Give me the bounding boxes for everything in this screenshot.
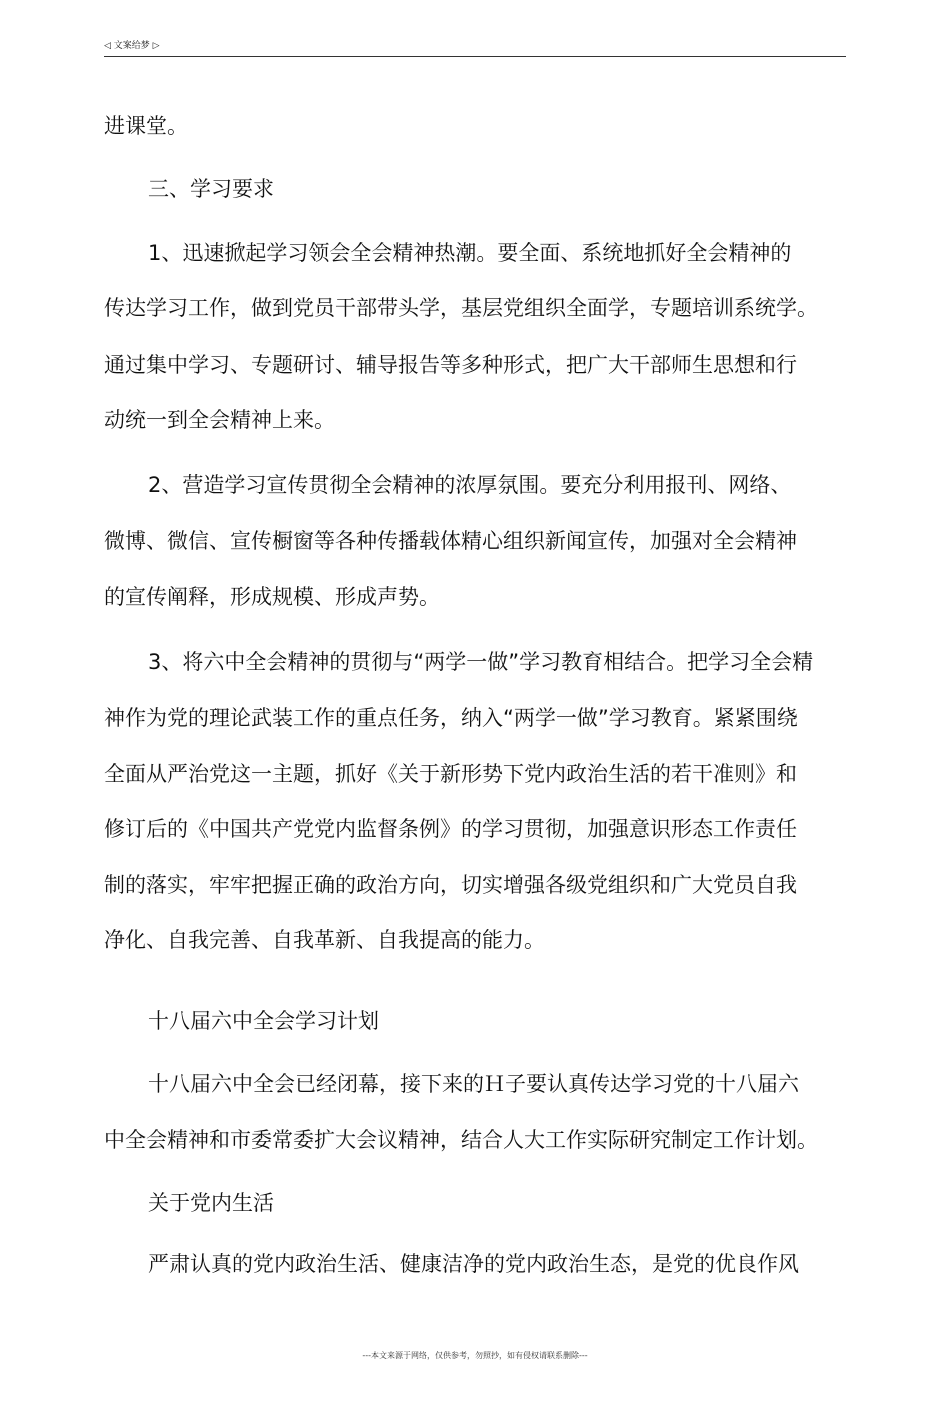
body-line: 传达学习工作，做到党员干部带头学，基层党组织全面学，专题培训系统学。: [104, 296, 818, 320]
header-text: ◁ 文案给梦 ▷: [104, 41, 160, 51]
body-line: 1、迅速掀起学习领会全会精神热潮。要全面、系统地抓好全会精神的: [148, 241, 792, 265]
body-line: 全面从严治党这一主题，抓好《关于新形势下党内政治生活的若干准则》和: [104, 762, 797, 786]
body-line: 十八届六中全会已经闭幕，接下来的Ｈ子要认真传达学习党的十八届六: [148, 1072, 799, 1096]
body-line: 通过集中学习、专题研讨、辅导报告等多种形式，把广大干部师生思想和行: [104, 353, 797, 377]
body-line: 中全会精神和市委常委扩大会议精神，结合人大工作实际研究制定工作计划。: [104, 1128, 818, 1152]
section-heading: 关于党内生活: [148, 1191, 274, 1215]
body-line: 3、将六中全会精神的贯彻与“两学一做”学习教育相结合。把学习全会精: [148, 650, 814, 674]
body-line: 进课堂。: [104, 114, 188, 138]
section-heading: 三、学习要求: [148, 177, 274, 201]
body-line: 2、营造学习宣传贯彻全会精神的浓厚氛围。要充分利用报刊、网络、: [148, 473, 792, 497]
body-line: 制的落实，牢牢把握正确的政治方向，切实增强各级党组织和广大党员自我: [104, 873, 797, 897]
section-heading: 十八届六中全会学习计划: [148, 1009, 379, 1033]
body-line: 微博、微信、宣传橱窗等各种传播载体精心组织新闻宣传，加强对全会精神: [104, 529, 797, 553]
page-footer: ---本文来源于网络，仅供参考，勿照抄，如有侵权请联系删除---: [362, 1351, 588, 1360]
body-line: 净化、自我完善、自我革新、自我提高的能力。: [104, 928, 545, 952]
body-line: 修订后的《中国共产党党内监督条例》的学习贯彻，加强意识形态工作责任: [104, 817, 797, 841]
body-line: 动统一到全会精神上来。: [104, 408, 335, 432]
body-line: 神作为党的理论武装工作的重点任务，纳入“两学一做”学习教育。紧紧围绕: [104, 706, 798, 730]
body-line: 严肃认真的党内政治生活、健康洁净的党内政治生态，是党的优良作风: [148, 1252, 799, 1276]
page-header: [104, 38, 846, 57]
body-line: 的宣传阐释，形成规模、形成声势。: [104, 585, 440, 609]
